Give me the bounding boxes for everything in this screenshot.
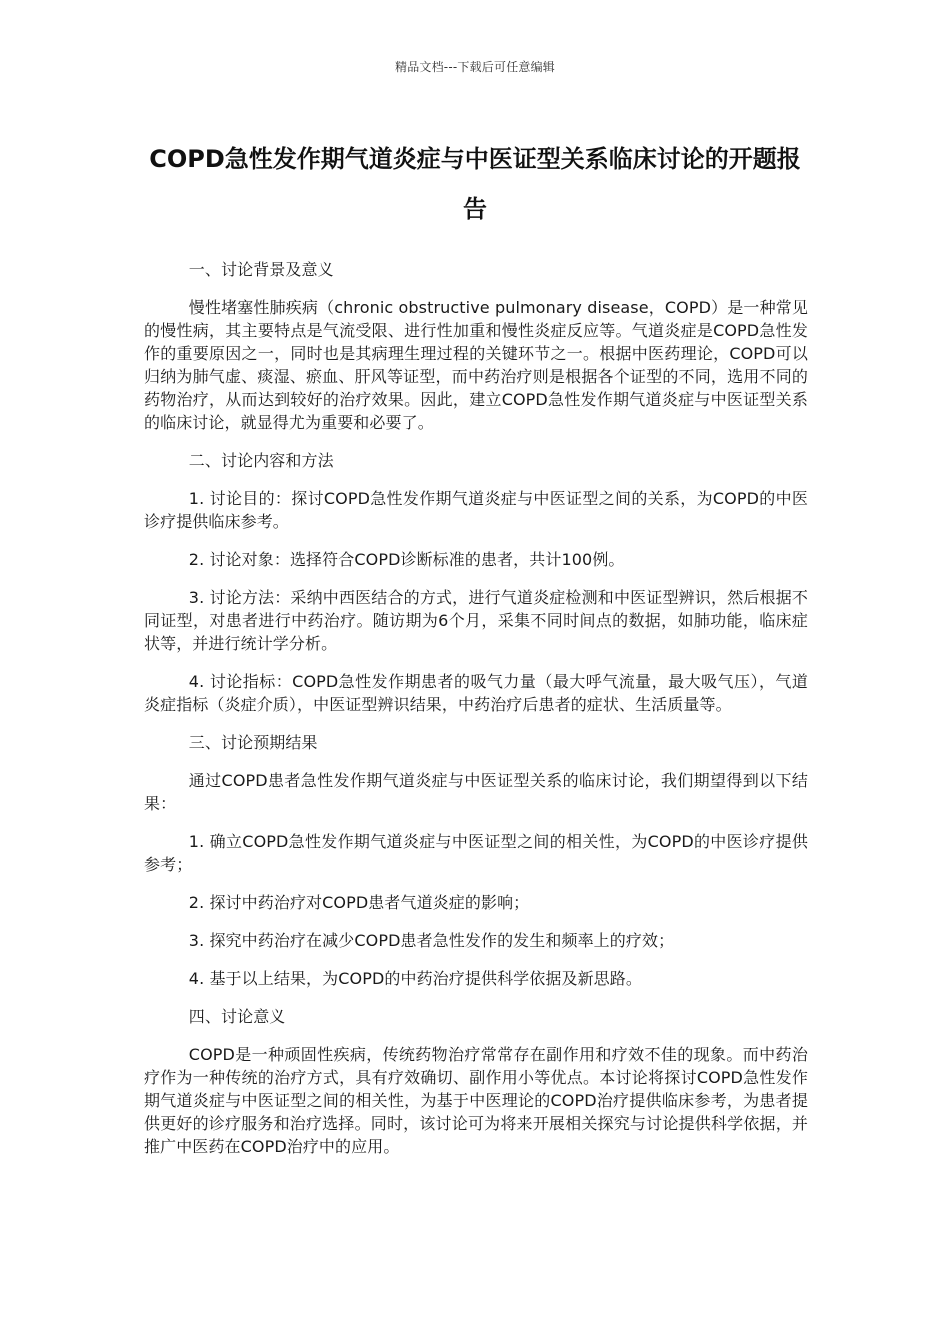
list-item-subjects: 2. 讨论对象：选择符合COPD诊断标准的患者，共计100例。 bbox=[188, 550, 625, 569]
list-item-purpose: 1. 讨论目的：探讨COPD急性发作期气道炎症与中医证型之间的关系，为COPD的中医诊疗提供临床参考。 bbox=[144, 489, 808, 531]
paragraph-significance: COPD是一种顽固性疾病，传统药物治疗常常存在副作用和疗效不佳的现象。而中药治疗作为一种传统的治疗方式，具有疗效确切、副作用小等优点。本讨论将探讨COPD急性发作期气道炎症与中医证型之间的相关性，为基于中医理论的COPD治疗提供临床参考，为患者提供更好的诊疗服务和治疗选择。同时，该讨论可为将来开展相关探究与讨论提供科学依据，并推广中医药在COPD治疗中的应用。 bbox=[144, 1045, 808, 1156]
section-heading-methods: 二、讨论内容和方法 bbox=[188, 451, 334, 470]
list-item-method: 3. 讨论方法：采纳中西医结合的方式，进行气道炎症检测和中医证型辨识，然后根据不同证型，对患者进行中药治疗。随访期为6个月，采集不同时间点的数据，如肺功能，临床症状等，并进行统计学分析。 bbox=[144, 588, 808, 653]
header-note: 精品文档---下载后可任意编辑 bbox=[395, 60, 555, 74]
paragraph-expected-intro: 通过COPD患者急性发作期气道炎症与中医证型关系的临床讨论，我们期望得到以下结果： bbox=[144, 771, 808, 813]
list-item-result-3: 3. 探究中药治疗在减少COPD患者急性发作的发生和频率上的疗效； bbox=[188, 931, 675, 950]
list-item-result-1: 1. 确立COPD急性发作期气道炎症与中医证型之间的相关性，为COPD的中医诊疗提供参考； bbox=[144, 832, 808, 874]
section-heading-expected-results: 三、讨论预期结果 bbox=[188, 733, 318, 752]
paragraph-background: 慢性堵塞性肺疾病（chronic obstructive pulmonary disease，COPD）是一种常见的慢性病，其主要特点是气流受限、进行性加重和慢性炎症反应等。气道炎症是COPD急性发作的重要原因之一，同时也是其病理生理过程的关键环节之一。根据中医药理论，COPD可以归纳为肺气虚、痰湿、瘀血、肝风等证型，而中药治疗则是根据各个证型的不同，选用不同的药物治疗，从而达到较好的治疗效果。因此，建立COPD急性发作期气道炎症与中医证型关系的临床讨论，就显得尤为重要和必要了。 bbox=[144, 298, 808, 432]
list-item-indicators: 4. 讨论指标：COPD急性发作期患者的吸气力量（最大呼气流量，最大吸气压），气道炎症指标（炎症介质），中医证型辨识结果，中药治疗后患者的症状、生活质量等。 bbox=[144, 672, 808, 714]
list-item-result-2: 2. 探讨中药治疗对COPD患者气道炎症的影响； bbox=[188, 893, 530, 912]
section-heading-significance: 四、讨论意义 bbox=[188, 1007, 286, 1026]
document-body bbox=[144, 258, 808, 1173]
document-title: COPD急性发作期气道炎症与中医证型关系临床讨论的开题报告 bbox=[149, 145, 801, 223]
list-item-result-4: 4. 基于以上结果，为COPD的中药治疗提供科学依据及新思路。 bbox=[188, 969, 642, 988]
section-heading-background: 一、讨论背景及意义 bbox=[188, 260, 334, 279]
